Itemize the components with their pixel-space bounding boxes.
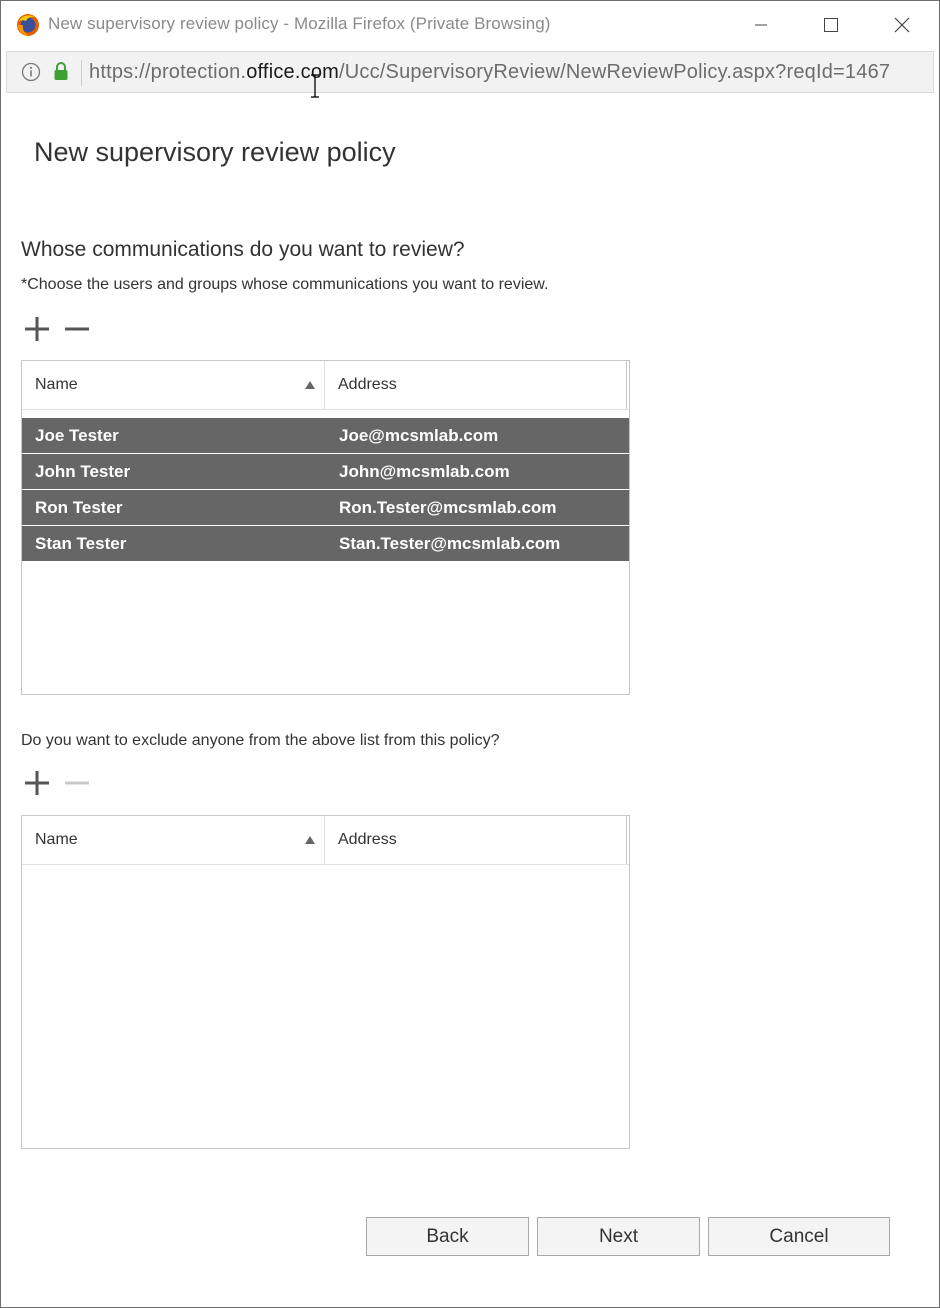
row-address: John@mcsmlab.com <box>339 461 510 481</box>
address-column-label: Address <box>338 831 397 848</box>
firefox-logo-icon <box>16 13 40 37</box>
url-bar[interactable] <box>6 51 934 93</box>
back-button[interactable]: Back <box>366 1217 529 1256</box>
lock-icon[interactable] <box>53 61 69 81</box>
row-name: Ron Tester <box>35 497 123 517</box>
sort-ascending-icon <box>305 381 315 389</box>
name-column-label: Name <box>35 831 78 848</box>
page-title: New supervisory review policy <box>34 137 396 167</box>
next-button[interactable]: Next <box>537 1217 700 1256</box>
url-host: office.com <box>246 61 339 83</box>
table-row[interactable] <box>22 490 629 526</box>
row-address: Ron.Tester@mcsmlab.com <box>339 497 557 517</box>
review-users-table <box>21 360 630 695</box>
table-header <box>22 361 629 410</box>
table-row[interactable] <box>22 526 629 562</box>
review-instruction: *Choose the users and groups whose communications you want to review. <box>21 276 549 293</box>
row-name: John Tester <box>35 461 131 481</box>
name-column-header[interactable] <box>22 361 325 409</box>
info-icon[interactable] <box>21 62 41 82</box>
cancel-button[interactable]: Cancel <box>708 1217 890 1256</box>
remove-exclusion-icon[interactable] <box>63 769 91 797</box>
add-exclusion-icon[interactable] <box>23 769 51 797</box>
name-column-label: Name <box>35 376 78 393</box>
address-column-header[interactable] <box>325 816 627 864</box>
maximize-button[interactable] <box>796 1 866 49</box>
minimize-button[interactable] <box>726 1 796 49</box>
window-title: New supervisory review policy - Mozilla Firefox (Private Browsing) <box>48 14 551 33</box>
add-user-icon[interactable] <box>23 315 51 343</box>
text-cursor-icon <box>309 73 321 99</box>
table-row[interactable] <box>22 454 629 490</box>
table-header <box>22 816 629 865</box>
name-column-header[interactable] <box>22 816 325 864</box>
exclude-users-table <box>21 815 630 1149</box>
close-icon <box>894 17 910 33</box>
row-name: Joe Tester <box>35 425 119 445</box>
url-separator <box>81 60 82 86</box>
row-name: Stan Tester <box>35 533 127 553</box>
table-row[interactable] <box>22 418 629 454</box>
review-question: Whose communications do you want to review? <box>21 238 465 261</box>
url-text[interactable] <box>89 61 890 84</box>
row-address: Stan.Tester@mcsmlab.com <box>339 533 561 553</box>
address-column-header[interactable] <box>325 361 627 409</box>
title-bar <box>1 1 939 49</box>
maximize-icon <box>823 17 839 33</box>
close-button[interactable] <box>867 1 937 49</box>
sort-ascending-icon <box>305 836 315 844</box>
url-prefix: https://protection. <box>89 61 247 83</box>
remove-user-icon[interactable] <box>63 315 91 343</box>
table-body <box>22 418 629 562</box>
address-column-label: Address <box>338 376 397 393</box>
url-path: /Ucc/SupervisoryReview/NewReviewPolicy.aspx?reqId=1467 <box>339 61 891 83</box>
row-address: Joe@mcsmlab.com <box>339 425 499 445</box>
minimize-icon <box>754 18 768 32</box>
exclude-question: Do you want to exclude anyone from the above list from this policy? <box>21 732 500 749</box>
